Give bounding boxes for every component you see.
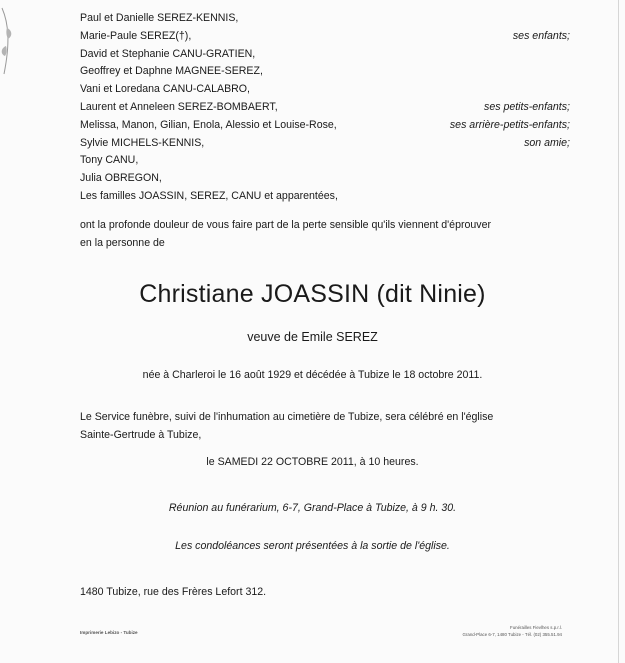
funerarium-meeting: Réunion au funérarium, 6-7, Grand-Place à Tubize, à 9 h. 30. <box>168 502 457 514</box>
printer-imprint: Imprimerie Lebizo - Tubize <box>80 630 138 635</box>
condolences-note: Les condoléances seront présentées à la sortie de l'église. <box>175 540 450 552</box>
funeral-home-address: Grand-Place 6-7, 1480 Tubize - Tél. (02) 355.51.94 <box>462 632 562 637</box>
family-row <box>80 135 570 153</box>
family-member: Marie-Paule SEREZ(†), <box>80 29 192 42</box>
family-member: Paul et Danielle SEREZ-KENNIS, <box>80 12 239 24</box>
service-line: Le Service funèbre, suivi de l'inhumation au cimetière de Tubize, sera célébré en l'église <box>80 411 494 423</box>
family-relation: son amie; <box>524 136 570 149</box>
service-line: Sainte-Gertrude à Tubize, <box>80 429 202 441</box>
announcement-line: ont la profonde douleur de vous faire part de la perte sensible qu'ils viennent d'éprouver <box>80 219 491 231</box>
funeral-home-name: Funérailles Fievlhes s.p.r.l. <box>510 625 562 630</box>
family-member: David et Stephanie CANU-GRATIEN, <box>80 47 256 60</box>
announcement-line: en la personne de <box>80 237 165 249</box>
family-relation: ses petits-enfants; <box>484 100 570 113</box>
family-row <box>80 63 570 81</box>
family-address: 1480 Tubize, rue des Frères Lefort 312. <box>80 586 267 598</box>
family-member: Sylvie MICHELS-KENNIS, <box>80 136 205 149</box>
family-member: Les familles JOASSIN, SEREZ, CANU et apparentées, <box>80 189 338 202</box>
service-date: le SAMEDI 22 OCTOBRE 2011, à 10 heures. <box>206 456 419 468</box>
family-member: Melissa, Manon, Gilian, Enola, Alessio et Louise-Rose, <box>80 118 337 131</box>
family-row <box>80 46 570 64</box>
family-row <box>80 99 570 117</box>
funeral-home-imprint <box>463 624 563 638</box>
family-member: Geoffrey et Daphne MAGNEE-SEREZ, <box>80 65 263 78</box>
family-row <box>80 117 570 135</box>
family-row <box>80 188 570 206</box>
leaf-sprig-icon <box>0 6 14 76</box>
announcement-text <box>80 216 570 252</box>
family-list <box>80 10 570 206</box>
family-member: Tony CANU, <box>80 154 139 167</box>
family-member: Laurent et Anneleen SEREZ-BOMBAERT, <box>80 100 278 113</box>
birth-death-dates: née à Charleroi le 16 août 1929 et décédée à Tubize le 18 octobre 2011. <box>142 369 483 381</box>
family-member: Julia OBREGON, <box>80 172 162 185</box>
deceased-name: Christiane JOASSIN (dit Ninie) <box>139 280 486 308</box>
family-row <box>80 10 570 28</box>
family-row <box>80 152 570 170</box>
service-details <box>80 408 570 444</box>
widow-of: veuve de Emile SEREZ <box>247 330 378 344</box>
family-relation: ses arrière-petits-enfants; <box>449 118 570 131</box>
family-member: Vani et Loredana CANU-CALABRO, <box>80 83 250 96</box>
family-row <box>80 170 570 188</box>
family-row <box>80 28 570 46</box>
family-relation: ses enfants; <box>512 29 570 42</box>
family-row <box>80 81 570 99</box>
